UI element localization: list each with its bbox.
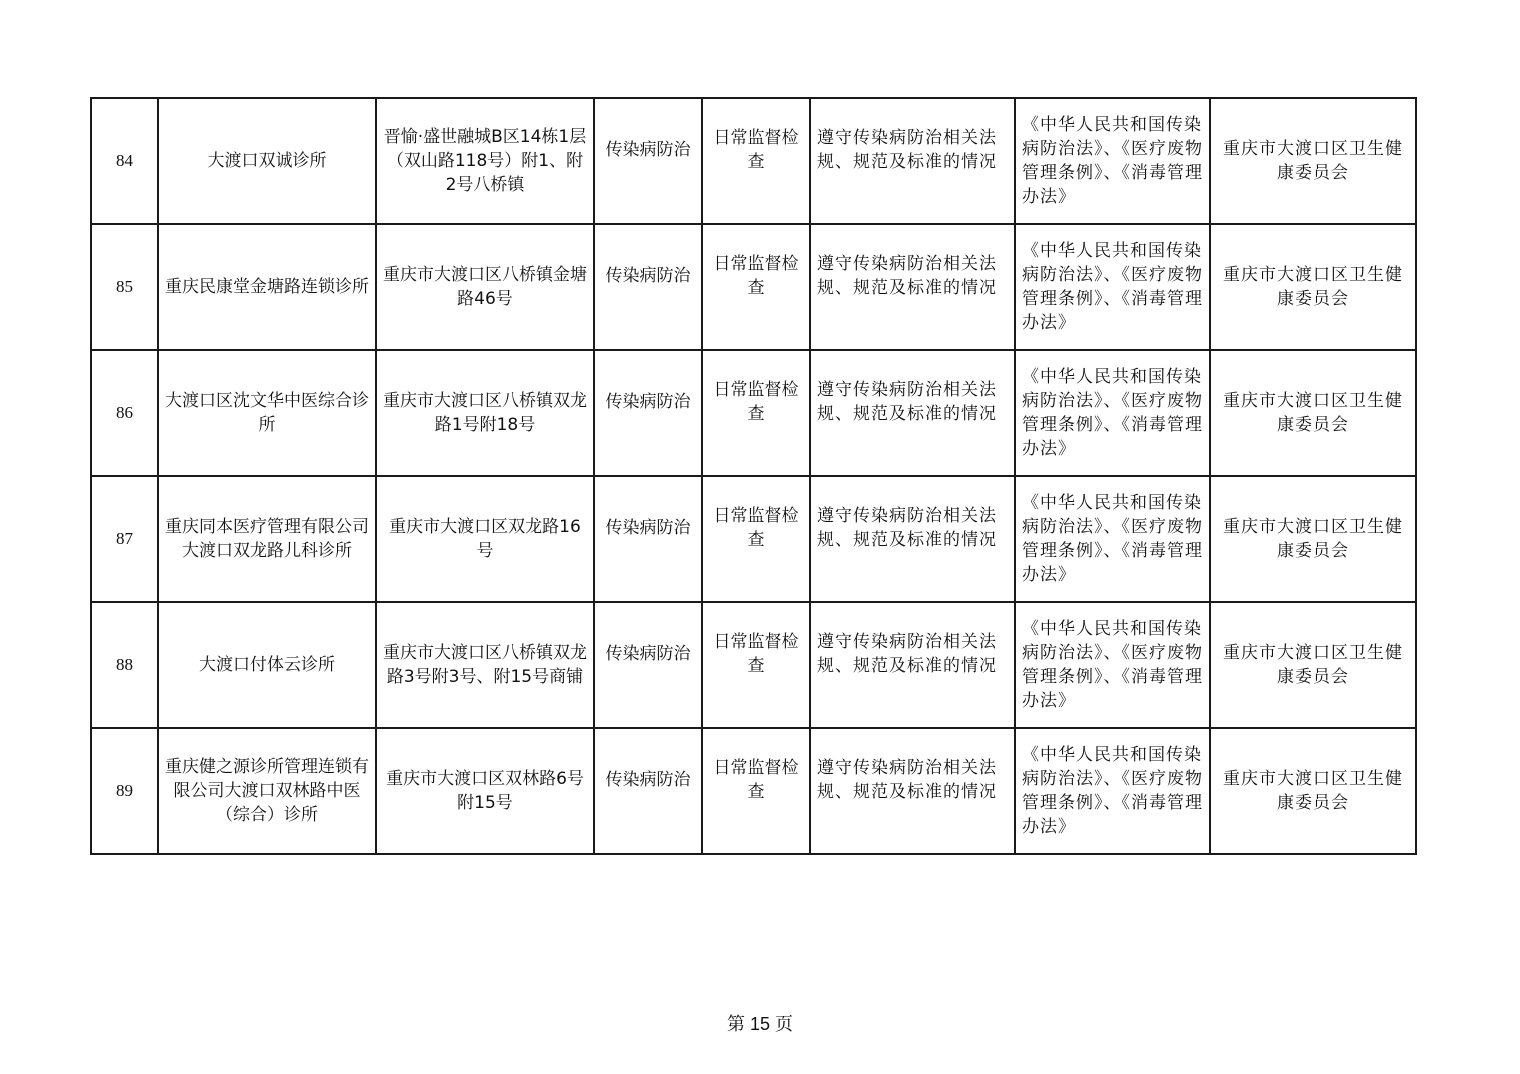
- clinic-address: 重庆市大渡口区双林路6号附15号: [376, 728, 594, 854]
- inspection-type: [702, 728, 810, 854]
- inspection-table-container: [90, 97, 1415, 855]
- inspecting-authority: 重庆市大渡口区卫生健康委员会: [1210, 602, 1416, 728]
- inspection-item: [810, 350, 1015, 476]
- table-row: [91, 98, 1416, 224]
- row-number: 87: [91, 476, 158, 602]
- inspection-type-text: 日常监督检查: [713, 632, 799, 676]
- inspecting-authority: 重庆市大渡口区卫生健康委员会: [1210, 98, 1416, 224]
- inspection-category: [594, 476, 702, 602]
- inspecting-authority: 重庆市大渡口区卫生健康委员会: [1210, 728, 1416, 854]
- inspection-category-text: 传染病防治: [605, 770, 691, 790]
- inspection-type-text: 日常监督检查: [713, 758, 799, 802]
- inspection-category-text: 传染病防治: [605, 266, 691, 286]
- clinic-address: 重庆市大渡口区八桥镇双龙路3号附3号、附15号商铺: [376, 602, 594, 728]
- legal-basis: 《中华人民共和国传染病防治法》、《医疗废物管理条例》、《消毒管理办法》: [1015, 98, 1210, 224]
- clinic-name: 大渡口双诚诊所: [158, 98, 376, 224]
- table-body: [91, 98, 1416, 854]
- inspection-item: [810, 602, 1015, 728]
- inspection-table: [90, 97, 1417, 855]
- inspection-category-text: 传染病防治: [605, 392, 691, 412]
- inspection-item-text: 遵守传染病防治相关法规、规范及标准的情况: [817, 254, 997, 298]
- inspection-item: [810, 476, 1015, 602]
- inspecting-authority: 重庆市大渡口区卫生健康委员会: [1210, 350, 1416, 476]
- clinic-name: 大渡口区沈文华中医综合诊所: [158, 350, 376, 476]
- clinic-name: 重庆同本医疗管理有限公司大渡口双龙路儿科诊所: [158, 476, 376, 602]
- inspection-item: [810, 98, 1015, 224]
- inspection-category: [594, 98, 702, 224]
- inspection-type-text: 日常监督检查: [713, 506, 799, 550]
- clinic-address: 重庆市大渡口区双龙路16号: [376, 476, 594, 602]
- inspection-type: [702, 602, 810, 728]
- table-row: [91, 350, 1416, 476]
- inspection-item-text: 遵守传染病防治相关法规、规范及标准的情况: [817, 758, 997, 802]
- inspection-category: [594, 350, 702, 476]
- inspection-item: [810, 728, 1015, 854]
- inspection-category-text: 传染病防治: [605, 518, 691, 538]
- inspection-category: [594, 602, 702, 728]
- inspection-item-text: 遵守传染病防治相关法规、规范及标准的情况: [817, 380, 997, 424]
- inspection-type: [702, 350, 810, 476]
- clinic-name: 重庆民康堂金塘路连锁诊所: [158, 224, 376, 350]
- row-number: 85: [91, 224, 158, 350]
- inspection-item: [810, 224, 1015, 350]
- table-row: [91, 476, 1416, 602]
- inspection-category: [594, 224, 702, 350]
- inspection-category-text: 传染病防治: [605, 644, 691, 664]
- inspection-category: [594, 728, 702, 854]
- clinic-address: 重庆市大渡口区八桥镇双龙路1号附18号: [376, 350, 594, 476]
- row-number: 84: [91, 98, 158, 224]
- inspecting-authority: 重庆市大渡口区卫生健康委员会: [1210, 224, 1416, 350]
- legal-basis: 《中华人民共和国传染病防治法》、《医疗废物管理条例》、《消毒管理办法》: [1015, 476, 1210, 602]
- table-row: [91, 602, 1416, 728]
- row-number: 88: [91, 602, 158, 728]
- inspection-type: [702, 476, 810, 602]
- page-number: 第 15 页: [726, 1014, 794, 1034]
- inspection-type: [702, 98, 810, 224]
- legal-basis: 《中华人民共和国传染病防治法》、《医疗废物管理条例》、《消毒管理办法》: [1015, 602, 1210, 728]
- table-row: [91, 224, 1416, 350]
- inspection-item-text: 遵守传染病防治相关法规、规范及标准的情况: [817, 128, 997, 172]
- inspection-item-text: 遵守传染病防治相关法规、规范及标准的情况: [817, 506, 997, 550]
- row-number: 86: [91, 350, 158, 476]
- clinic-address: 重庆市大渡口区八桥镇金塘路46号: [376, 224, 594, 350]
- inspection-category-text: 传染病防治: [605, 140, 691, 160]
- table-row: [91, 728, 1416, 854]
- inspection-type-text: 日常监督检查: [713, 254, 799, 298]
- legal-basis: 《中华人民共和国传染病防治法》、《医疗废物管理条例》、《消毒管理办法》: [1015, 728, 1210, 854]
- legal-basis: 《中华人民共和国传染病防治法》、《医疗废物管理条例》、《消毒管理办法》: [1015, 350, 1210, 476]
- inspecting-authority: 重庆市大渡口区卫生健康委员会: [1210, 476, 1416, 602]
- inspection-item-text: 遵守传染病防治相关法规、规范及标准的情况: [817, 632, 997, 676]
- inspection-type-text: 日常监督检查: [713, 128, 799, 172]
- clinic-address: 晋愉·盛世融城B区14栋1层（双山路118号）附1、附2号八桥镇: [376, 98, 594, 224]
- row-number: 89: [91, 728, 158, 854]
- clinic-name: 重庆健之源诊所管理连锁有限公司大渡口双林路中医（综合）诊所: [158, 728, 376, 854]
- legal-basis: 《中华人民共和国传染病防治法》、《医疗废物管理条例》、《消毒管理办法》: [1015, 224, 1210, 350]
- clinic-name: 大渡口付体云诊所: [158, 602, 376, 728]
- inspection-type: [702, 224, 810, 350]
- inspection-type-text: 日常监督检查: [713, 380, 799, 424]
